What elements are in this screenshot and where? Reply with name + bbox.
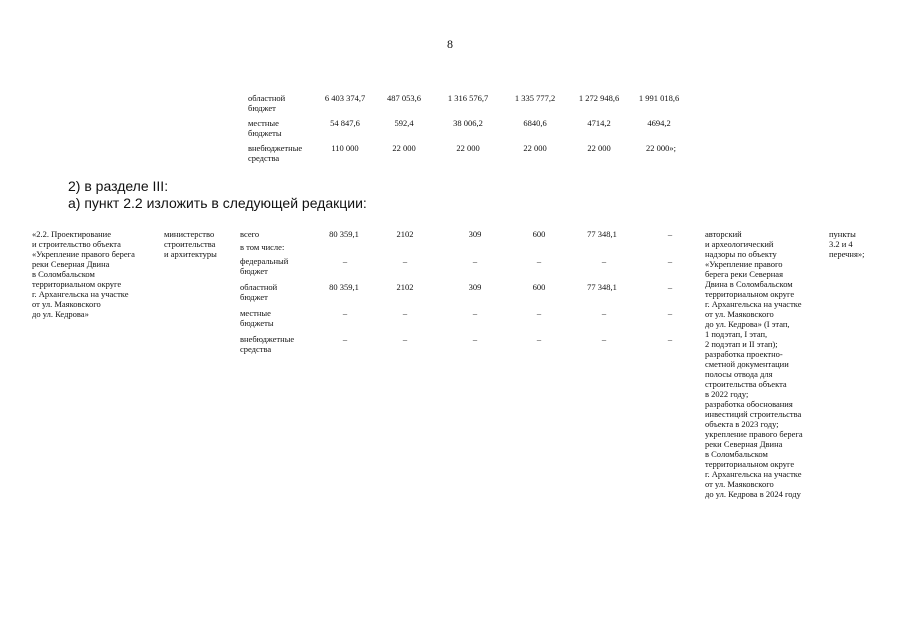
main-cell: 2102: [396, 282, 414, 292]
top-cell: 22 000: [523, 143, 547, 153]
main-cell: –: [536, 334, 542, 344]
main-cell: –: [667, 282, 673, 292]
main-cell: –: [536, 308, 542, 318]
top-cell: 6840,6: [523, 118, 547, 128]
main-cell: –: [601, 256, 607, 266]
main-cell: –: [402, 334, 408, 344]
instruction-heading: а) пункт 2.2 изложить в следующей редакции:: [68, 195, 367, 211]
item-reference: пункты 3.2 и 4 перечня»;: [829, 229, 865, 259]
main-cell: 600: [532, 282, 546, 292]
top-cell: 1 316 576,7: [447, 93, 489, 103]
main-cell: –: [342, 308, 348, 318]
main-cell: 77 348,1: [587, 229, 617, 239]
top-cell: 6 403 374,7: [324, 93, 366, 103]
main-cell: –: [472, 308, 478, 318]
main-cell: 309: [468, 282, 482, 292]
main-cell: –: [402, 256, 408, 266]
top-cell: 487 053,6: [387, 93, 421, 103]
main-cell: –: [601, 308, 607, 318]
top-cell: 110 000: [331, 143, 359, 153]
top-cell: 22 000: [456, 143, 480, 153]
item-result: авторский и археологический надзоры по объекту «Укрепление правого берега реки Северная Двина в Соломбальском территориальном округе г. Архангельска на участке от ул. Маяковского до ул. Кедрова» (I этап, 1 подэтап, I этап, 2 подэтап и II этап); разработка проектно- сметной документации полосы отвода для строительства объекта в 2022 году; разработка обоснования инвестиций строительства объекта в 2023 году; укрепление правого берега реки Северная Двина в Соломбальском территориальном округе г. Архангельска на участке от ул. Маяковского до ул. Кедрова в 2024 году: [705, 229, 803, 499]
main-cell: –: [601, 334, 607, 344]
section-heading: 2) в разделе III:: [68, 178, 169, 194]
top-cell: 1 272 948,6: [578, 93, 620, 103]
top-cell: 22 000: [587, 143, 611, 153]
main-cell: –: [472, 334, 478, 344]
top-cell: 4694,2: [647, 118, 671, 128]
top-cell: 1 991 018,6: [638, 93, 680, 103]
top-cell: 22 000: [392, 143, 416, 153]
main-cell: –: [667, 308, 673, 318]
source-label: всего: [240, 229, 260, 239]
main-cell: –: [536, 256, 542, 266]
main-cell: 600: [532, 229, 546, 239]
page-number: 8: [447, 37, 453, 51]
top-row-label: внебюджетные средства: [248, 143, 303, 163]
main-cell: –: [667, 229, 673, 239]
main-cell: 309: [468, 229, 482, 239]
top-cell: 592,4: [394, 118, 414, 128]
top-cell: 1 335 777,2: [514, 93, 556, 103]
main-cell: 77 348,1: [587, 282, 617, 292]
source-label: федеральный бюджет: [240, 256, 289, 276]
main-cell: –: [472, 256, 478, 266]
main-cell: –: [342, 256, 348, 266]
top-row-label: местные бюджеты: [248, 118, 282, 138]
source-label: областной бюджет: [240, 282, 278, 302]
source-label: в том числе:: [240, 242, 285, 252]
top-cell: 38 006,2: [453, 118, 483, 128]
top-cell: 54 847,6: [330, 118, 360, 128]
top-cell: 22 000»;: [646, 143, 676, 153]
top-cell: 4714,2: [587, 118, 611, 128]
main-cell: –: [667, 256, 673, 266]
main-cell: 2102: [396, 229, 414, 239]
main-cell: –: [402, 308, 408, 318]
item-executor: министерство строительства и архитектуры: [164, 229, 217, 259]
item-name: «2.2. Проектирование и строительство объекта «Укрепление правого берега реки Северная Двина в Соломбальском территориальном округе г. Архангельска на участке от ул. Маяковского до ул. Кедрова»: [32, 229, 135, 319]
main-cell: 80 359,1: [329, 282, 359, 292]
main-cell: 80 359,1: [329, 229, 359, 239]
source-label: местные бюджеты: [240, 308, 274, 328]
main-cell: –: [667, 334, 673, 344]
source-label: внебюджетные средства: [240, 334, 295, 354]
main-cell: –: [342, 334, 348, 344]
top-row-label: областной бюджет: [248, 93, 286, 113]
